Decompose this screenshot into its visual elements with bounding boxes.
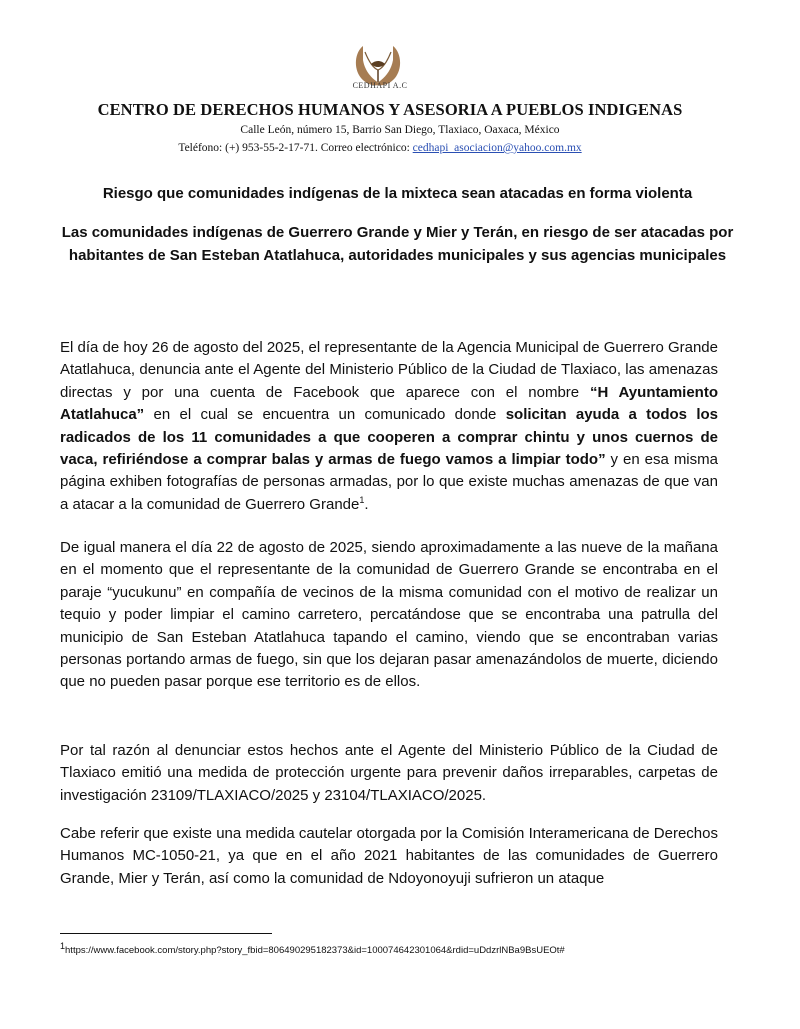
contact-email-link[interactable]: cedhapi_asociacion@yahoo.com.mx — [412, 142, 582, 154]
footnote — [60, 940, 760, 956]
contact-phone: Teléfono: (+) 953-55-2-17-71. Correo electrónico: — [178, 142, 413, 154]
p1-quoted-threat: solicitan ayuda a todos los radicados de los 11 comunidades a que cooperen a comprar chintu y unos cuernos de vaca, refiriéndose a comprar balas y armas de fuego vamos a limpiar todo” — [60, 406, 718, 469]
document-subtitle: Las comunidades indígenas de Guerrero Grande y Mier y Terán, en riesgo de ser atacadas por habitantes de San Esteban Atatlahuca, autoridades municipales y sus agencias municipales — [61, 224, 734, 264]
document-title: Riesgo que comunidades indígenas de la mixteca sean atacadas en forma violenta — [102, 185, 693, 202]
p1-facebook-account-name: “H Ayuntamiento Atatlahuca” — [60, 383, 718, 424]
paragraph-3: Por tal razón al denunciar estos hechos ante el Agente del Ministerio Público de la Ciudad de Tlaxiaco emitió una medida de protección urgente para prevenir daños irreparables, carpetas de investigación 23109/TLAXIACO/2025 y 23104/TLAXIACO/2025. — [60, 742, 718, 804]
paragraph-4: Cabe referir que existe una medida cautelar otorgada por la Comisión Interamericana de Derechos Humanos MC-1050-21, ya que en el año 2021 habitantes de las comunidades de Guerrero Grande, Mier y Terán, así como la comunidad de Ndoyonoyuji sufrieron un ataque — [60, 825, 718, 887]
footnote-divider — [60, 933, 272, 934]
paragraph-2: De igual manera el día 22 de agosto de 2025, siendo aproximadamente a las nueve de la mañana en el momento que el representante de la comunidad de Guerrero Grande se encontraba en el paraje “yucukunu” en compañía de vecinos de la misma comunidad con el motivo de realizar un tequio y poder limpiar el camino carretero, percatándose que se encontraba una patrulla del municipio de San Esteban Atatlahuca tapando el camino, viendo que se encontraban varias personas portando armas de fuego, sin que los dejaran pasar amenazándolos de muerte, diciendo que no pueden pasar porque ese territorio es de ellos. — [60, 539, 718, 691]
logo-caption: CEDHAPI A.C — [352, 81, 408, 90]
p1-text-e: y en esa misma página exhiben fotografías de personas armadas, por lo que existe muchas amenazas de que van a atacar a la comunidad de Guerrero Grande — [60, 451, 718, 513]
footnote-number: 1 — [60, 940, 66, 951]
footnote-url[interactable]: https://www.facebook.com/story.php?story_fbid=806490295182373&id=100074642301064&rdid=uDdzrlNBa9BsUEOt# — [65, 945, 565, 956]
paragraph-1: El día de hoy 26 de agosto del 2025, el representante de la Agencia Municipal de Guerrero Grande Atatlahuca, denuncia ante el Agente del Ministerio Público de la Ciudad de Tlaxiaco, las amenazas directas y por una cuenta de Facebook que aparece con el nombre “H Ayuntamiento Atatlahuca” en el cual se encuentra un comunicado donde solicitan ayuda a todos los radicados de los 11 comunidades a que cooperen a comprar chintu y unos cuernos de vaca, refiriéndose a comprar balas y armas de fuego vamos a limpiar todo” y en esa misma página exhiben fotografías de personas armadas, por lo que existe muchas amenazas de que van a atacar a la comunidad de Guerrero Grande$^1$. — [60, 339, 718, 513]
p1-text-c: en el cual se encuentra un comunicado donde — [144, 406, 506, 424]
p1-text-a: El día de hoy 26 de agosto del 2025, el representante de la Agencia Municipal de Guerrero Grande Atatlahuca, denuncia ante el Agente del Ministerio Público de la Ciudad de Tlaxiaco, las amenazas directas y por una cuenta de Facebook que aparece con el nombre — [60, 339, 718, 401]
organization-contact — [0, 142, 760, 154]
organization-address: Calle León, número 15, Barrio San Diego, Tlaxiaco, Oaxaca, México — [240, 124, 560, 136]
organization-name: CENTRO DE DERECHOS HUMANOS Y ASESORIA A PUEBLOS INDIGENAS — [97, 100, 683, 119]
footnote-reference[interactable]: 1 — [359, 494, 365, 505]
